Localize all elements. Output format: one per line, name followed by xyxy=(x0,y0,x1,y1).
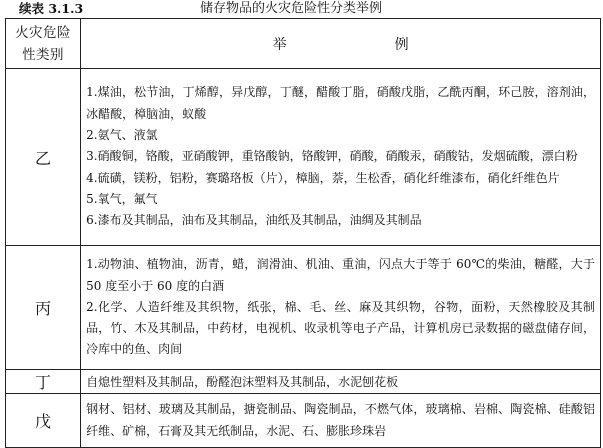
table-header-row xyxy=(6,19,601,69)
fire-risk-table xyxy=(5,18,601,448)
header-examples xyxy=(81,19,601,69)
table-number: 续表 3.1.3 xyxy=(19,1,84,16)
header-examples-char2: 例 xyxy=(394,36,409,53)
example-line: 钢材、铝材、玻璃及其制品，搪瓷制品、陶瓷制品，不燃气体，玻璃棉、岩棉、陶瓷棉、硅酸铝纤维、矿棉，石膏及其无纸制品，水泥、石、膨胀珍珠岩 xyxy=(86,402,595,438)
table-row-yi xyxy=(6,69,601,246)
example-line: 1.煤油，松节油，丁烯醇，异戊醇，丁醚，醋酸丁脂，硝酸戊脂，乙酰丙酮，环己胺，溶剂油，冰醋酸，樟脑油，蚁酸 xyxy=(86,85,595,121)
header-category xyxy=(6,19,81,69)
category-cell: 丙 xyxy=(6,246,81,370)
example-line: 自熄性塑料及其制品，酚醛泡沫塑料及其制品，水泥刨花板 xyxy=(86,374,399,389)
example-line: 6.漆布及其制品，油布及其制品，油纸及其制品，油绸及其制品 xyxy=(86,213,422,228)
example-line: 2.氨气、液氯 xyxy=(86,128,158,143)
example-line: 5.氧气，氟气 xyxy=(86,191,158,206)
table-caption xyxy=(0,0,603,20)
examples-cell xyxy=(81,370,601,394)
example-line: 1.动物油、植物油，沥青，蜡，润滑油、机油、重油，闪点大于等于 60℃的柴油，糖醛，大于 50 度至小于 60 度的白酒 xyxy=(86,257,595,293)
table-row-bing xyxy=(6,246,601,370)
table-row-ding xyxy=(6,370,601,394)
example-line: 4.硫磺，镁粉，铝粉，赛璐珞板（片），樟脑，萘，生松香，硝化纤维漆布，硝化纤维色片 xyxy=(86,170,560,185)
category-cell: 乙 xyxy=(6,69,81,246)
example-line: 2.化学、人造纤维及其织物，纸张，棉、毛、丝、麻及其织物，谷物，面粉，天然橡胶及其制品，竹、木及其制品，中药材，电视机、收录机等电子产品，计算机房已录数据的磁盘储存间，冷库中的鱼、肉间 xyxy=(86,299,595,357)
table-title: 储存物品的火灾危险性分类举例 xyxy=(200,1,383,16)
category-cell: 戊 xyxy=(6,394,81,448)
examples-cell xyxy=(81,394,601,448)
header-examples-char1: 举 xyxy=(272,36,287,53)
header-category-line2: 性类别 xyxy=(22,46,65,63)
example-line: 3.硝酸铜，铬酸，亚硝酸钾，重铬酸钠，铬酸钾，硝酸，硝酸汞，硝酸钴，发烟硫酸，漂白粉 xyxy=(86,149,578,164)
header-category-line1: 火灾危险 xyxy=(15,24,72,41)
examples-cell xyxy=(81,69,601,246)
category-cell: 丁 xyxy=(6,370,81,394)
table-row-wu xyxy=(6,394,601,448)
examples-cell xyxy=(81,246,601,370)
